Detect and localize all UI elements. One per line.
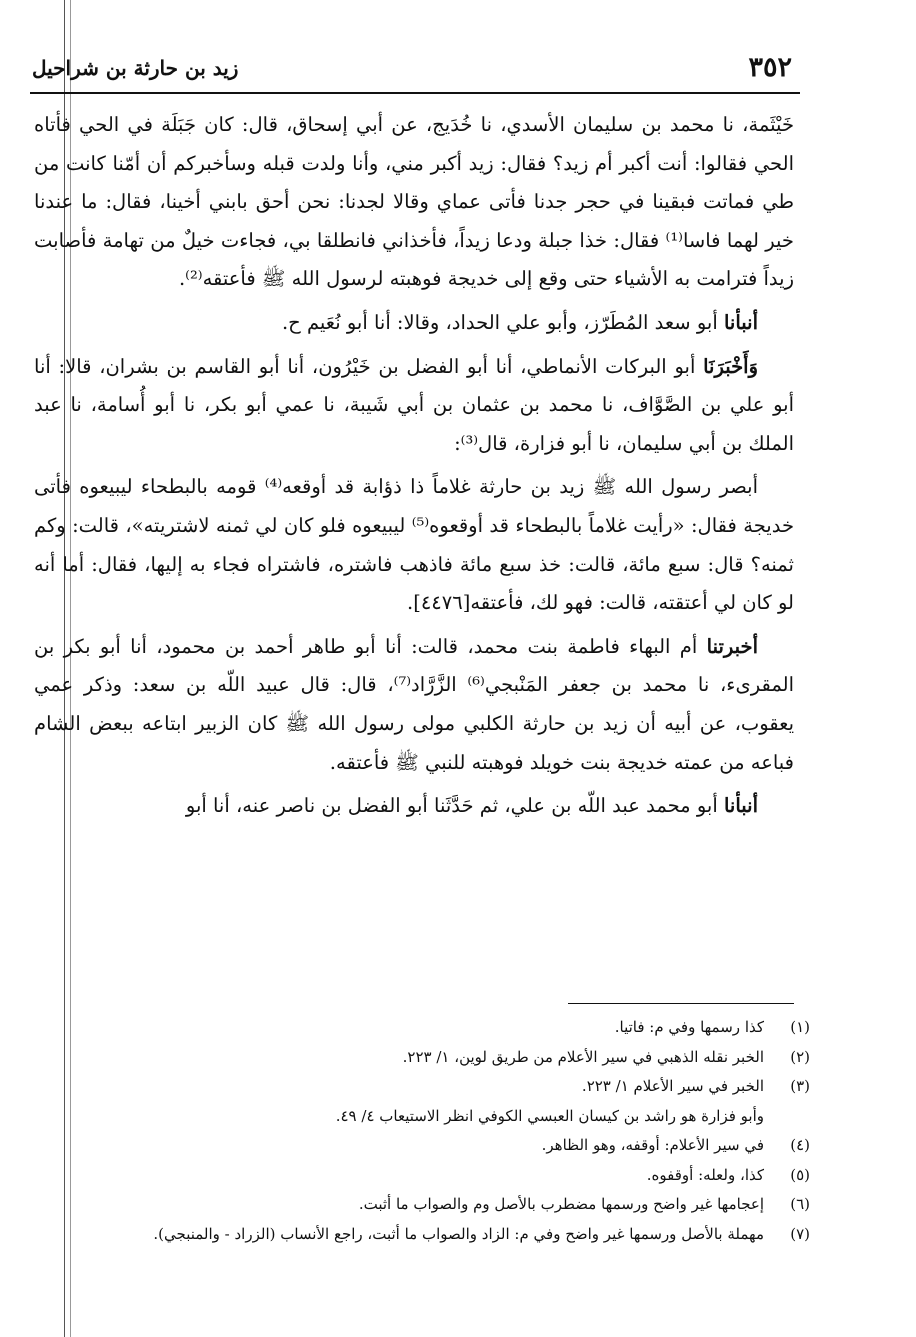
footnote-number: (١): [790, 1018, 810, 1036]
paragraph: خَيْثَمة، نا محمد بن سليمان الأسدي، نا خُدَيج، عن أبي إسحاق، قال: كان جَبَلَة في الحي فأتاه الحي فقالوا: أنت أكبر أم زيد؟ فقال: زيد أكبر مني، وأنا ولدت قبله وسأخبركم أن أمّنا كانت من طي فماتت فبقينا في حجر جدنا فأتى عماي وقالا لجدنا: نحن أحق بابني أخينا، فقال: ما عندنا خير لهما فاسا⁽¹⁾ فقال: خذا جبلة ودعا زيداً، فأخذاني فانطلقا بي، فجاءت خيلٌ من تهامة فأصابت زيداً فترامت به الأشياء حتى وقع إلى خديجة فوهبته لرسول الله ﷺ فأعتقه⁽²⁾.: [34, 113, 794, 291]
paragraph: وَأَخْبَرَنَا أبو البركات الأنماطي، أنا أبو الفضل بن خَيْرُون، أنا أبو القاسم بن بشران، قالا: أنا أبو علي بن الصَّوَّاف، نا محمد بن عثمان بن أبي شَيبة، نا عمي أبو بكر، نا أبو أُسامة، نا عبد الملك بن أبي سليمان، نا أبو فزارة، قال⁽³⁾:: [34, 354, 794, 455]
footnote: (٤) في سير الأعلام: أوقفه، وهو الظاهر.: [40, 1131, 810, 1161]
isnad-lead: أنبأنا: [723, 310, 758, 334]
footnote-rule: [568, 1003, 794, 1004]
running-title: زيد بن حارثة بن شراحيل: [32, 56, 239, 80]
footnote-number: (٣): [790, 1077, 810, 1095]
footnote: (١) كذا رسمها وفي م: فاتيا.: [40, 1013, 810, 1043]
footnote: وأبو فزارة هو راشد بن كيسان العبسي الكوفي انظر الاستيعاب ٤/ ٤٩.: [335, 1106, 764, 1125]
paragraph: أنبأنا أبو محمد عبد اللّه بن علي، ثم حَدَّثَنا أبو الفضل بن ناصر عنه، أنا أبو: [185, 794, 758, 818]
footnote: (٧) مهملة بالأصل ورسمها غير واضح وفي م: الزاد والصواب ما أثبت، راجع الأنساب (الزراد - والمنبجي).: [40, 1220, 810, 1250]
isnad-lead: وَأَخْبَرَنَا: [703, 354, 758, 378]
footnote-number: (٢): [790, 1047, 810, 1066]
footnote: (٢) الخبر نقله الذهبي في سير الأعلام من طريق لوين، ١/ ٢٢٣.: [40, 1043, 810, 1073]
footnote-number: (٦): [790, 1195, 810, 1213]
main-text: [34, 106, 794, 826]
page-number: ٣٥٢: [748, 52, 792, 83]
footnote: (٦) إعجامها غير واضح ورسمها مضطرب بالأصل وم والصواب ما أثبت.: [40, 1190, 810, 1220]
isnad-lead: أخبرتنا: [706, 634, 758, 658]
footnote: (٥) كذا، ولعله: أوقفوه.: [40, 1161, 810, 1191]
header-rule: [30, 92, 800, 94]
paragraph: أبصر رسول الله ﷺ زيد بن حارثة غلاماً ذا ذؤابة قد أوقعه⁽⁴⁾ قومه بالبطحاء ليبيعوه فأتى خديجة فقال: «رأيت غلاماً بالبطحاء قد أوقعوه⁽⁵⁾ ليبيعوه فلو كان لي ثمنه لاشتريته»، قالت: وكم ثمنه؟ قال: سبع مائة، قالت: خذ سبع مائة فاذهب فاشتره، فاشتراه فجاء به إليها، فقال: أما أنه لو كان لي أعتقته، قالت: فهو لك، فأعتقه[٤٤٧٦].: [34, 475, 794, 615]
footnotes: [40, 1013, 810, 1249]
footnote-number: (٥): [790, 1165, 810, 1184]
paragraph: أخبرتنا أم البهاء فاطمة بنت محمد، قالت: أنا أبو طاهر أحمد بن محمود، أنا أبو بكر بن المقرىء، نا محمد بن جعفر المَنْبجي⁽⁶⁾ الزَّرَّاد⁽⁷⁾، قال: قال عبيد اللّه بن سعد: وذكر عمي يعقوب، عن أبيه أن زيد بن حارثة الكلبي مولى رسول الله ﷺ كان الزبير ابتاعه ببعض الشام فباعه من عمته خديجة بنت خويلد فوهبته للنبي ﷺ فأعتقه.: [34, 634, 794, 774]
isnad-lead: أنبأنا: [723, 794, 758, 818]
paragraph: أنبأنا أبو سعد المُطَرّز، وأبو علي الحداد، وقالا: أنا أبو نُعَيم ح.: [281, 310, 758, 334]
footnote: (٣) الخبر في سير الأعلام ١/ ٢٢٣.: [40, 1072, 810, 1102]
page-header: [30, 48, 800, 88]
footnote-number: (٤): [790, 1136, 810, 1154]
footnote-number: (٧): [790, 1224, 810, 1243]
